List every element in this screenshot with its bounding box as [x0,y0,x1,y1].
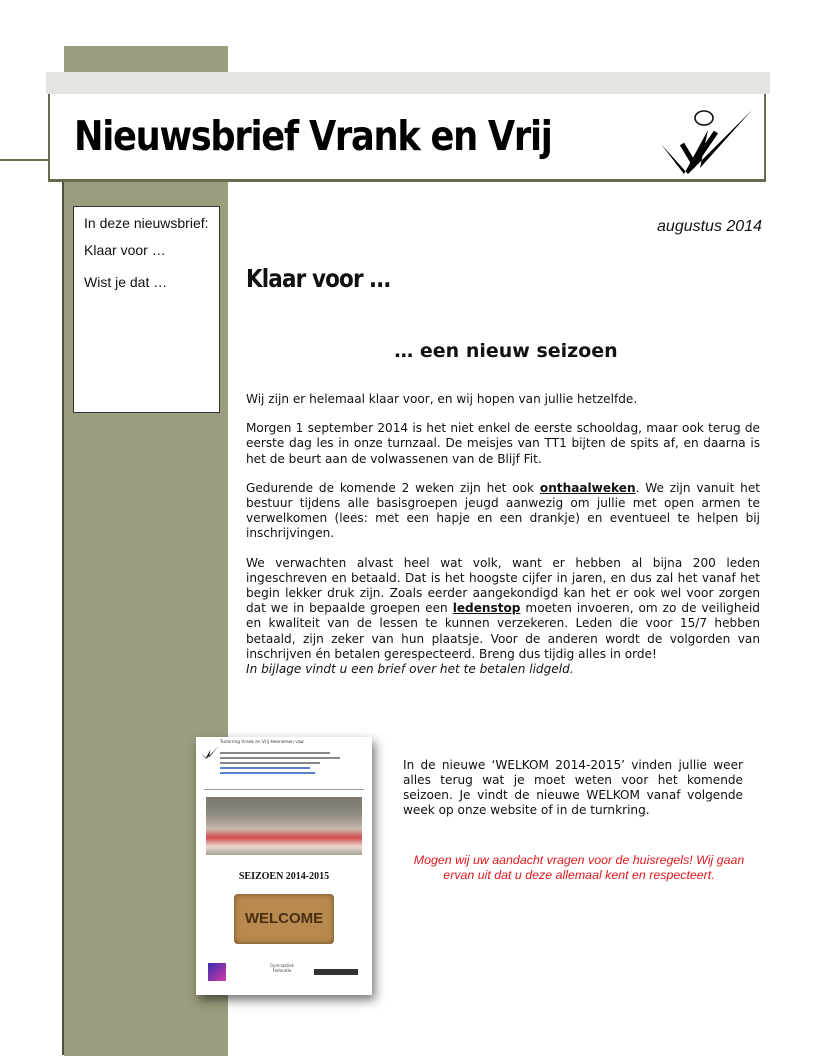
house-rules-note: Mogen wij uw aandacht vragen voor de huisregels! Wij gaan ervan uit dat u deze allemaal kent en respecteert. [413,853,745,882]
toc-item-klaar-voor[interactable]: Klaar voor … [84,242,166,258]
paragraph-3-text-end: . We zijn vanuit het bestuur tijdens alle basisgroepen jeugd aanwezig om jullie met open armen te verwelkomen (lees: met een hapje en een drankje) en eventueel te helpen bij inschrijvingen. [246,480,761,541]
paragraph-4-text: We verwachten alvast heel wat volk, want er hebben al bijna 200 leden ingeschreven en betaald. Dat is het hoogste cijfer in jaren, en dus zal het vanaf het begin lekker druk zijn. Zoals eerder aangekondigd kan het er ook wel voor zorgen dat we in bepaalde groepen een [246,555,760,616]
ledenstop-emphasis: ledenstop [452,601,521,616]
paragraph-4 [246,556,760,678]
brochure-contact-lines [220,749,360,777]
onthaalweken-emphasis: onthaalweken [539,480,636,495]
sponsor-logo-2: Gymnastiek Federatie [270,963,294,973]
section-subtitle: … een nieuw seizoen [394,340,618,362]
welcome-mat-image [234,894,334,944]
newsletter-title: Nieuwsbrief Vrank en Vrij [74,112,552,160]
brochure-org-name: Turnkring Vrank en Vrij Heenemen vzw [220,740,304,745]
sponsor-logo-1-icon [208,963,226,981]
welcome-brochure-thumbnail[interactable] [196,737,372,995]
welkom-info-text: In de nieuwe ‘WELKOM 2014-2015’ vinden jullie weer alles terug wat je moet weten voor het komende seizoen. Je vindt de nieuwe WELKOM vanaf volgende week op onze website of in de turnkring. [403,758,743,817]
paragraph-4-text-end: moeten invoeren, om zo de veiligheid en kwaliteit van de lessen te kunnen verzekeren. Leden die voor 15/7 hebben betaald, zijn zeker van hun plaatsje. Voor de anderen wordt de volgorden van inschrijven én betalen gerespecteerd. Breng dus tijdig alles in orde! [246,601,760,661]
toc-item-wist-je-dat[interactable]: Wist je dat … [84,274,168,290]
article-body [246,392,760,691]
lidgeld-note: In bijlage vindt u een brief over het te betalen lidgeld. [246,662,574,677]
section-title: Klaar voor … [246,264,390,293]
header-top-band [46,72,770,94]
table-of-contents [73,206,220,413]
sidebar-rule [62,180,64,1055]
paragraph-3-text: Gedurende de komende 2 weken zijn het ook [246,480,540,495]
brochure-season: SEIZOEN 2014-2015 [238,871,330,882]
welcome-mat-text: WELCOME [244,910,324,927]
toc-heading: In deze nieuwsbrief: [84,215,209,231]
sponsor-logo-3-icon [314,969,358,975]
issue-date: augustus 2014 [657,218,762,235]
brochure-logo-icon [200,743,220,761]
paragraph-3 [246,481,760,542]
header-left-rule [0,159,50,161]
paragraph-1: Wij zijn er helemaal klaar voor, en wij hopen van jullie hetzelfde. [246,392,638,406]
brochure-divider [204,789,364,790]
team-photo [206,797,362,855]
club-logo-icon [656,102,756,180]
paragraph-2: Morgen 1 september 2014 is het niet enkel de eerste schooldag, maar ook terug de eerste dag les in onze turnzaal. De meisjes van TT1 bijten de spits af, en daarna is het de beurt aan de volwassenen van de Blijf Fit. [246,421,760,466]
